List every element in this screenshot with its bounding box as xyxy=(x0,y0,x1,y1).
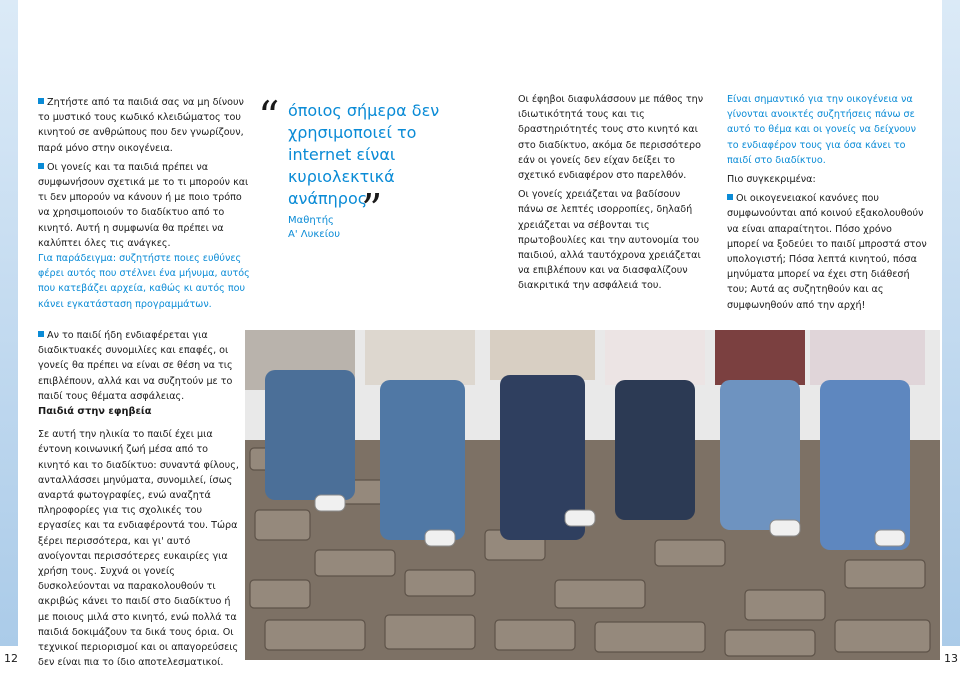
bullet-marker xyxy=(727,194,733,200)
bullet-item-2 xyxy=(38,160,250,251)
quote-author: Μαθητής xyxy=(288,215,334,226)
close-quote-mark: ” xyxy=(361,185,383,234)
bullet-item-1 xyxy=(38,95,250,156)
column-1 xyxy=(38,95,250,316)
example-text: Για παράδειγμα: συζητήστε ποιες ευθύνες φέρει αυτός που στέλνει ένα μήνυμα, αυτός που κατεβάζει αρχεία, καθώς κι αυτός που κάνει εγκατάσταση προγραμμάτων. xyxy=(38,253,250,310)
section-heading: Παιδιά στην εφηβεία xyxy=(38,406,152,417)
col3-paragraph-2: Οι γονείς χρειάζεται να βαδίσουν πάνω σε λεπτές ισορροπίες, δηλαδή χρειάζεται να σέβονται τις πρωτοβουλίες και την αυτονομία του παιδιού, αλλά ταυτόχρονα χρειάζεται να επιβλέπουν και να διασφαλίζουν διακριτικά την ασφάλειά του. xyxy=(518,189,701,292)
pull-quote xyxy=(258,92,448,242)
bullet-text: Οι οικογενειακοί κανόνες που συμφωνούνται από κοινού εξακολουθούν να είναι απαραίτητοι. Πόσο χρόνο μπορεί να ξοδεύει το παιδί μπροστά στον υπολογιστή; Πόσα λεπτά κινητού, πόσα μηνύματα μπορεί να έχει στη διάθεσή του; Αυτά ας συζητηθούν και ας συμφωνηθούν από την αρχή! xyxy=(727,193,927,311)
photo-teens-on-stone-wall xyxy=(245,330,940,660)
right-page-edge xyxy=(942,0,960,668)
column-3 xyxy=(518,92,708,298)
bullet-marker xyxy=(38,163,44,169)
column-1-lower xyxy=(38,328,243,408)
bullet-marker xyxy=(38,331,44,337)
col4-paragraph-1: Είναι σημαντικό για την οικογένεια να γίνονται ανοικτές συζητήσεις πάνω σε αυτό το θέμα και οι γονείς να δείχνουν το ενδιαφέρον τους για όσα κάνει το παιδί στο διαδίκτυο. xyxy=(727,94,916,166)
bullet-item-3 xyxy=(38,328,243,404)
page-number-right: 13 xyxy=(944,652,958,665)
left-page-edge xyxy=(0,0,18,668)
column-4 xyxy=(727,92,927,317)
bullet-text: Ζητήστε από τα παιδιά σας να μη δίνουν το μυστικό τους κωδικό κλειδώματος του κινητού σε ανθρώπους που δεν γνωρίζουν, παρά μόνο στην οικογένεια. xyxy=(38,97,244,154)
bullet-text: Αν το παιδί ήδη ενδιαφέρεται για διαδικτυακές συνομιλίες και επαφές, οι γονείς θα πρέπει να είναι σε θέση να τις επιβλέπουν, αλλά και να συζητούν με το παιδί τους θέματα ασφάλειας. xyxy=(38,330,233,402)
quote-grade: Α' Λυκείου xyxy=(288,229,340,240)
bullet-marker xyxy=(38,98,44,104)
section-body: Σε αυτή την ηλικία το παιδί έχει μια έντονη κοινωνική ζωή μέσα από το κινητό και το διαδίκτυο: συναντά φίλους, ανταλλάσσει μηνύματα, συνομιλεί, ίσως αναρτά φωτογραφίες, ενώ αναζητά πληροφορίες για τις σχολικές του εργασίες και τα ενδιαφέροντά του. Τώρα ξέρει περισσότερα, και γι' αυτό ανοίγονται περισσότερες ευκαιρίες για χρήση τους. Συχνά οι γονείς δυσκολεύονται να παρακολουθούν τι ακριβώς κάνει το παιδί στο διαδίκτυο ή με ποιους μιλά στο κινητό, ενώ πολλά τα παιδιά δοκιμάζουν τα δικά τους όρια. Οι τεχνικοί περιορισμοί και οι απαγορεύσεις δεν είναι πια το ίδιο αποτελεσματικοί. xyxy=(38,429,239,669)
col4-paragraph-2: Πιο συγκεκριμένα: xyxy=(727,174,816,186)
bullet-text: Οι γονείς και τα παιδιά πρέπει να συμφωνήσουν σχετικά με το τι μπορούν και τι δεν μπορούν να κάνουν ή με ποιο τρόπο να χρησιμοποιούν το διαδίκτυο από το κινητό. Αυτή η συμφωνία θα πρέπει να καλύπτει όλες τις ανάγκες. xyxy=(38,161,249,249)
quote-text: όποιος σήμερα δεν χρησιμοποιεί το internet είναι κυριολεκτικά ανάπηρος xyxy=(288,101,440,208)
col3-paragraph-1: Οι έφηβοι διαφυλάσσουν με πάθος την ιδιωτικότητά τους και τις δραστηριότητές τους στο κινητό και στο διαδίκτυο, ακόμα δε περισσότερο εάν οι γονείς δεν είχαν δείξει το σχετικό ενδιαφέρον στο παρελθόν. xyxy=(518,94,704,182)
photo-illustration xyxy=(245,330,940,660)
teen-section xyxy=(38,404,243,674)
open-quote-mark: “ xyxy=(258,92,280,141)
page-number-left: 12 xyxy=(4,652,18,665)
bullet-item-4 xyxy=(727,191,927,313)
